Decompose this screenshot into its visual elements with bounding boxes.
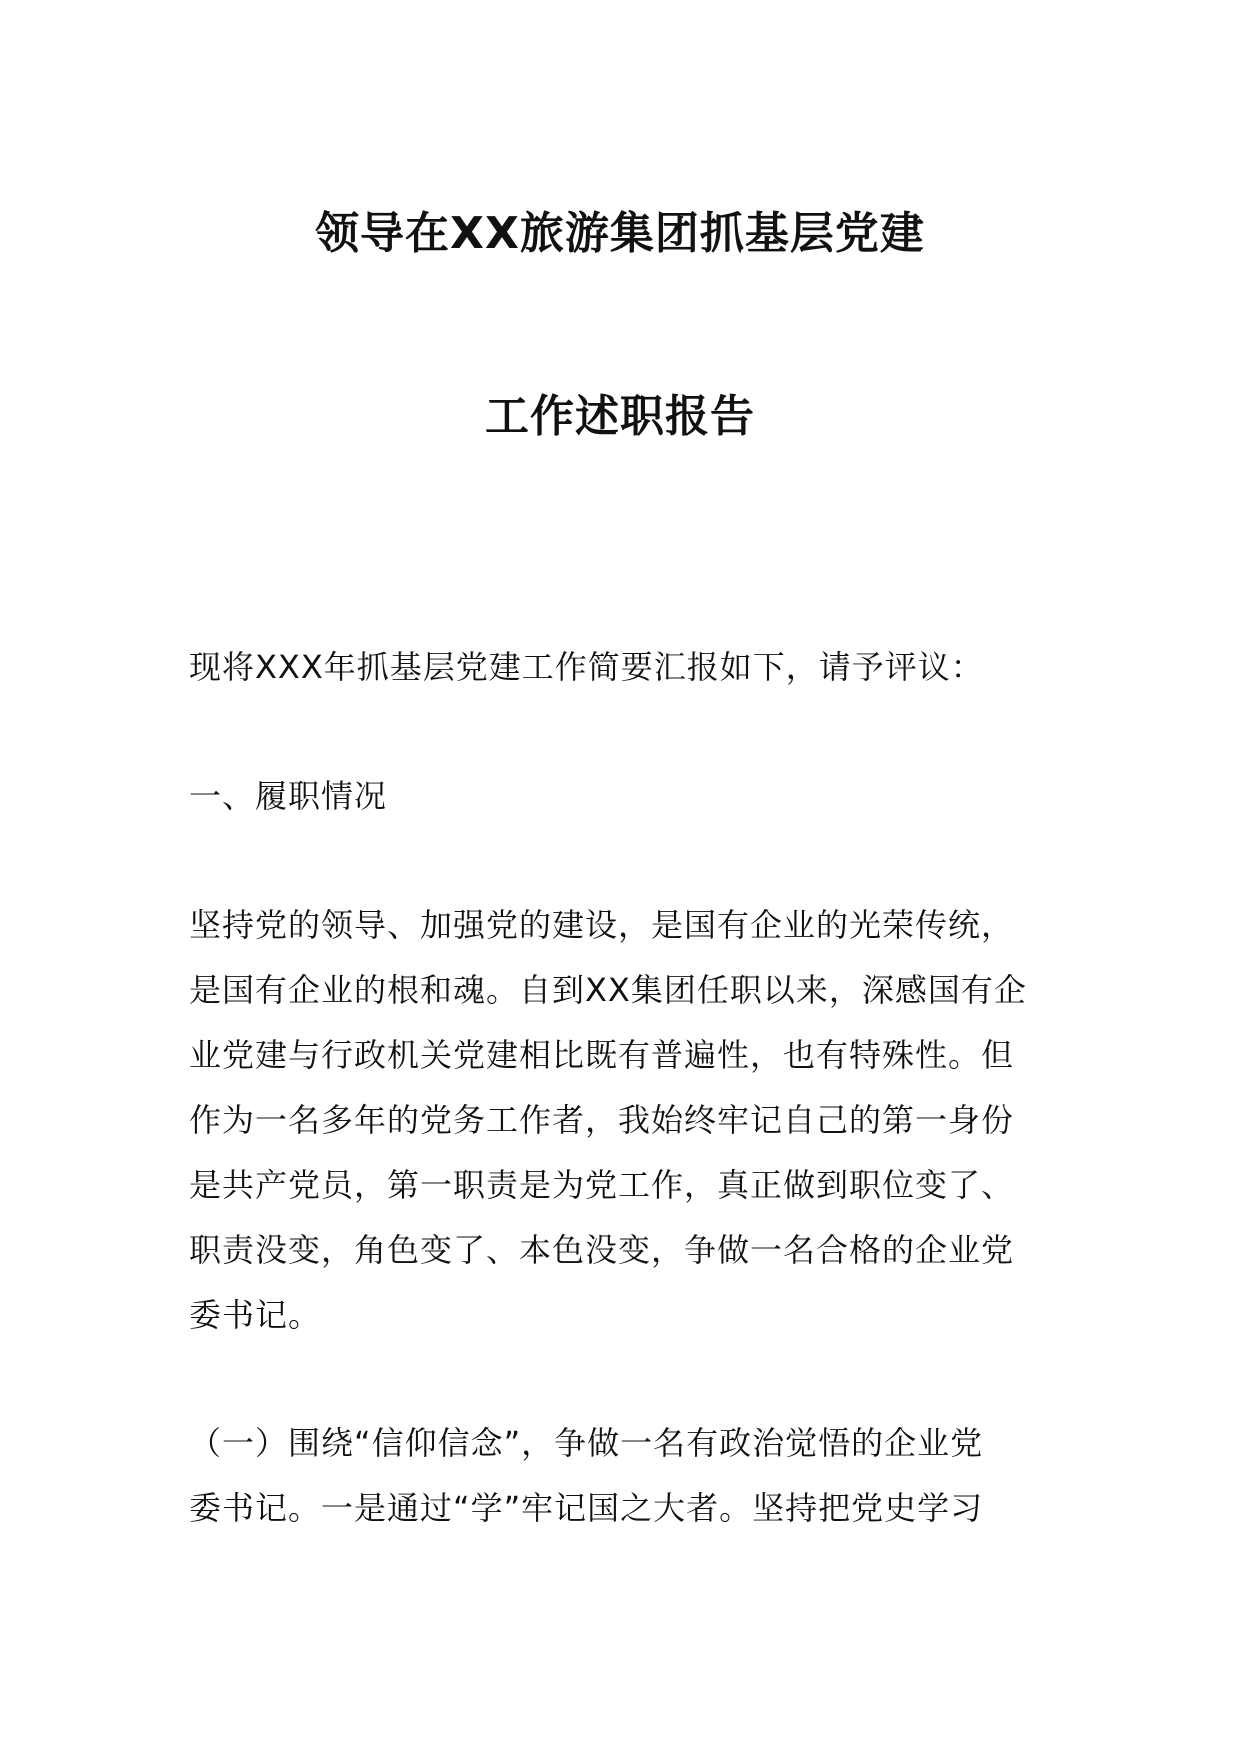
paragraph-line: 业党建与行政机关党建相比既有普遍性，也有特殊性。但 [189,1036,1015,1074]
paragraph-line: 作为一名多年的党务工作者，我始终牢记自己的第一身份 [189,1101,1015,1139]
paragraph-line: 委书记。 [189,1296,322,1334]
paragraph-line: 委书记。一是通过“学”牢记国之大者。坚持把党史学习 [189,1489,984,1527]
paragraph-1 [189,893,1069,1348]
intro-paragraph: 现将XXX年抓基层党建工作简要汇报如下，请予评议： [189,648,984,686]
paragraph-line: （一）围绕“信仰信念”，争做一名有政治觉悟的企业党 [189,1424,984,1462]
paragraph-2 [189,1411,1069,1541]
paragraph-line: 坚持党的领导、加强党的建设，是国有企业的光荣传统， [189,906,1015,944]
document-title-line-1: 领导在XX旅游集团抓基层党建 [315,208,925,259]
paragraph-line: 职责没变，角色变了、本色没变，争做一名合格的企业党 [189,1231,1015,1269]
document-title-line-2: 工作述职报告 [485,391,755,442]
section-heading: 一、履职情况 [189,777,388,815]
paragraph-line: 是共产党员，第一职责是为党工作，真正做到职位变了、 [189,1166,1015,1204]
paragraph-line: 是国有企业的根和魂。自到XX集团任职以来，深感国有企 [189,971,1027,1009]
